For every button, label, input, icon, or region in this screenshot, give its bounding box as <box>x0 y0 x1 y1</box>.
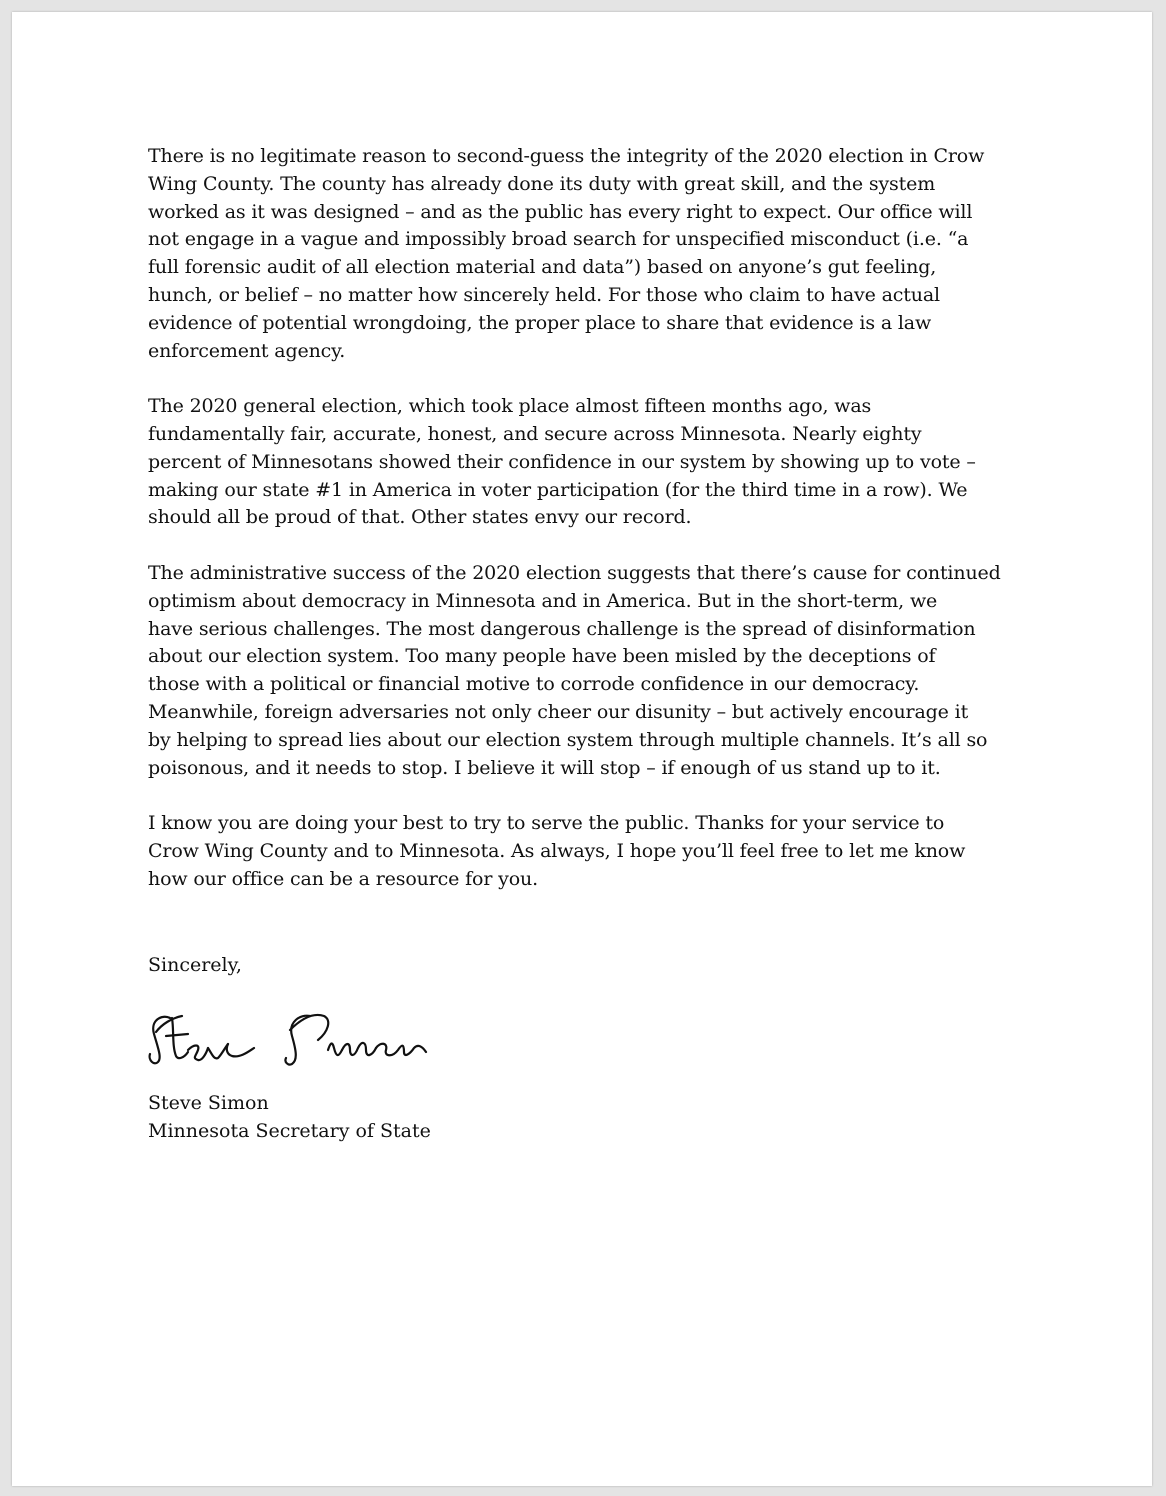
paragraph-line: Wing County. The county has already done its duty with great skill, and the system <box>148 172 936 195</box>
paragraph-line: by helping to spread lies about our election system through multiple channels. It’s all so <box>148 728 988 751</box>
paragraph-4 <box>148 810 1048 893</box>
paragraph-line: have serious challenges. The most dangerous challenge is the spread of disinformation <box>148 617 976 640</box>
paragraph-line: enforcement agency. <box>148 339 346 362</box>
paragraph-line: Crow Wing County and to Minnesota. As always, I hope you’ll feel free to let me know <box>148 839 966 862</box>
handwritten-signature <box>142 1004 442 1074</box>
signer-title: Minnesota Secretary of State <box>148 1120 431 1142</box>
paragraph-3 <box>148 560 1048 782</box>
paragraph-line: about our election system. Too many people have been misled by the deceptions of <box>148 645 936 668</box>
paragraph-line: not engage in a vague and impossibly broad search for unspecified misconduct (i.e. “a <box>148 228 969 251</box>
paragraph-1 <box>148 143 1048 365</box>
paragraph-line: percent of Minnesotans showed their confidence in our system by showing up to vote – <box>148 450 976 473</box>
paragraph-line: those with a political or financial motive to corrode confidence in our democracy. <box>148 673 920 696</box>
paragraph-line: making our state #1 in America in voter participation (for the third time in a row). We <box>148 478 968 501</box>
signer-block <box>148 1089 431 1145</box>
paragraph-line: should all be proud of that. Other states envy our record. <box>148 506 692 529</box>
paragraph-line: full forensic audit of all election material and data”) based on anyone’s gut feeling, <box>148 256 937 279</box>
paragraph-line: fundamentally fair, accurate, honest, and secure across Minnesota. Nearly eighty <box>148 422 922 445</box>
paragraph-2 <box>148 393 1048 532</box>
paragraph-line: hunch, or belief – no matter how sincerely held. For those who claim to have actual <box>148 283 940 306</box>
letter-body <box>148 143 1048 921</box>
paragraph-line: The administrative success of the 2020 election suggests that there’s cause for continued <box>148 561 1001 584</box>
paragraph-line: I know you are doing your best to try to serve the public. Thanks for your service to <box>148 812 945 835</box>
paragraph-line: The 2020 general election, which took place almost fifteen months ago, was <box>148 395 872 418</box>
paragraph-line: evidence of potential wrongdoing, the proper place to share that evidence is a law <box>148 311 932 334</box>
paragraph-line: Meanwhile, foreign adversaries not only cheer our disunity – but actively encourage it <box>148 700 969 723</box>
paragraph-line: how our office can be a resource for you. <box>148 867 538 890</box>
paragraph-line: poisonous, and it needs to stop. I believe it will stop – if enough of us stand up to it. <box>148 756 941 779</box>
signer-name: Steve Simon <box>148 1092 269 1114</box>
paragraph-line: optimism about democracy in Minnesota and in America. But in the short-term, we <box>148 589 938 612</box>
closing-salutation: Sincerely, <box>148 954 242 976</box>
paragraph-line: There is no legitimate reason to second-guess the integrity of the 2020 election in Crow <box>148 145 985 167</box>
letter-page <box>12 12 1152 1486</box>
paragraph-line: worked as it was designed – and as the public has every right to expect. Our office will <box>148 200 973 223</box>
